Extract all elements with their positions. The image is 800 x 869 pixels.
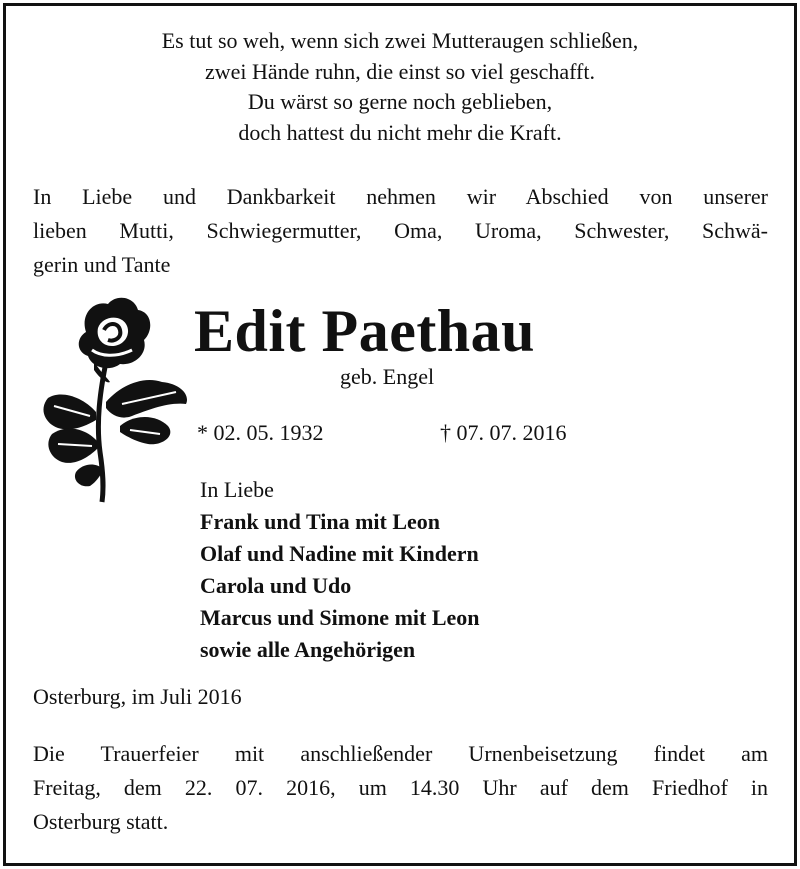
poem-line: doch hattest du nicht mehr die Kraft. (238, 119, 562, 145)
family-member: Carola und Udo (200, 573, 352, 598)
family-list (200, 474, 480, 666)
family-heading: In Liebe (200, 477, 274, 502)
poem-line: zwei Hände ruhn, die einst so viel geschafft. (205, 58, 595, 84)
family-member: Frank und Tina mit Leon (200, 509, 441, 534)
death-date: † 07. 07. 2016 (440, 420, 567, 445)
birth-date: * 02. 05. 1932 (197, 420, 324, 445)
intro-line: gerin und Tante (33, 252, 171, 277)
poem-line: Du wärst so gerne noch geblieben, (247, 89, 553, 114)
intro-line: In Liebe und Dankbarkeit nehmen wir Abschied von unserer (33, 184, 768, 209)
rose-icon (36, 292, 192, 504)
service-line: Die Trauerfeier mit anschließender Urnenbeisetzung findet am (33, 741, 768, 766)
maiden-name: geb. Engel (340, 364, 435, 389)
poem-line: Es tut so weh, wenn sich zwei Mutteraugen schließen, (161, 28, 639, 53)
poem (0, 26, 800, 148)
service-line: Osterburg statt. (33, 809, 169, 834)
family-member: sowie alle Angehörigen (200, 637, 416, 662)
place-date: Osterburg, im Juli 2016 (33, 684, 242, 709)
family-member: Olaf und Nadine mit Kindern (200, 541, 479, 566)
service-line: Freitag, dem 22. 07. 2016, um 14.30 Uhr auf dem Friedhof in (33, 775, 768, 800)
family-member: Marcus und Simone mit Leon (200, 605, 480, 630)
intro-text (33, 180, 768, 282)
intro-line: lieben Mutti, Schwiegermutter, Oma, Uroma, Schwester, Schwä- (33, 218, 768, 243)
service-info (33, 737, 768, 839)
deceased-name: Edit Paethau (194, 298, 536, 364)
